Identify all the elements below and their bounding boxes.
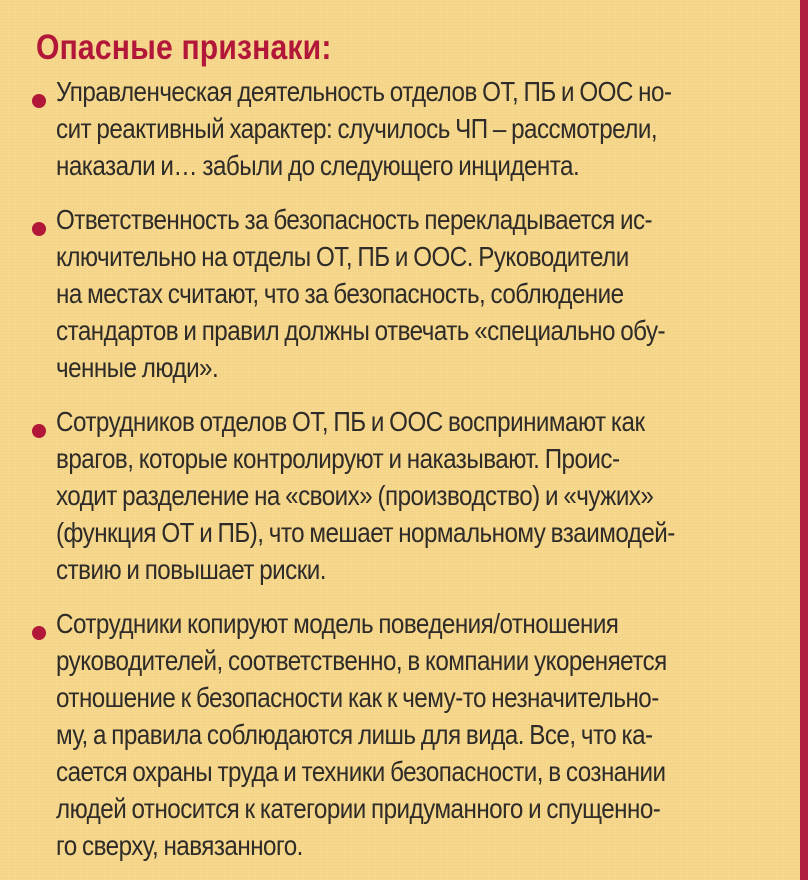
text-line: сит реактивный характер: случилось ЧП – рассмотрели, xyxy=(56,113,658,144)
text-line: го сверху, навязанного. xyxy=(56,830,303,861)
bullet-icon xyxy=(32,626,46,640)
text-line: сается охраны труда и техники безопасности, в сознании xyxy=(56,756,666,787)
text-line: (функция ОТ и ПБ), что мешает нормальному взаимодей- xyxy=(56,517,675,548)
bullet-icon xyxy=(32,94,46,108)
list-item-text xyxy=(56,605,784,864)
text-line: отношение к безопасности как к чему-то незначительно- xyxy=(56,682,659,713)
text-line: людей относится к категории придуманного и спущенно- xyxy=(56,793,661,824)
text-line: Ответственность за безопасность перекладывается ис- xyxy=(56,204,653,235)
text-line: руководителей, соответственно, в компании укореняется xyxy=(56,645,667,676)
text-line: ходит разделение на «своих» (производство) и «чужих» xyxy=(56,480,654,511)
list-item-text xyxy=(56,403,784,588)
text-line: на местах считают, что за безопасность, соблюдение xyxy=(56,278,624,309)
text-line: Управленческая деятельность отделов ОТ, ПБ и ООС но- xyxy=(56,76,672,107)
bullet-icon xyxy=(32,424,46,438)
text-line: стандартов и правил должны отвечать «специально обу- xyxy=(56,315,666,346)
accent-stripe xyxy=(800,0,808,880)
list-item-text xyxy=(56,201,784,386)
text-line: наказали и… забыли до следующего инцидента. xyxy=(56,150,580,181)
bullet-icon xyxy=(32,222,46,236)
text-line: врагов, которые контролируют и наказывают. Проис- xyxy=(56,443,620,474)
text-line: Сотрудники копируют модель поведения/отношения xyxy=(56,608,619,639)
text-line: ченные люди». xyxy=(56,352,219,383)
list-item-text xyxy=(56,73,784,184)
text-line: му, а правила соблюдаются лишь для вида. Все, что ка- xyxy=(56,719,653,750)
text-line: Сотрудников отделов ОТ, ПБ и ООС воспринимают как xyxy=(56,406,645,437)
text-line: ствию и повышает риски. xyxy=(56,554,326,585)
section-title: Опасные признаки: xyxy=(36,28,332,67)
text-line: ключительно на отделы ОТ, ПБ и ООС. Руководители xyxy=(56,241,629,272)
